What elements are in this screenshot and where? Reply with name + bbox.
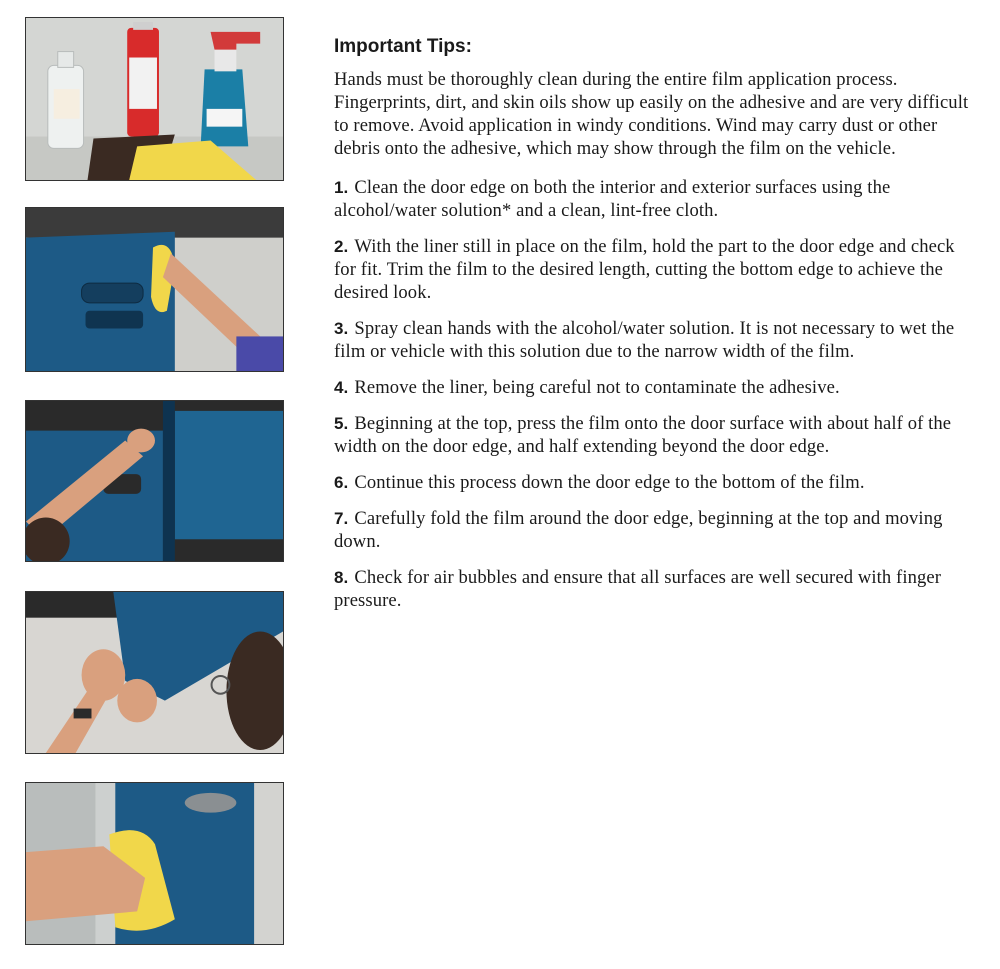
step-text: Beginning at the top, press the film onto the door surface with about half of the width on the door edge, and half extending beyond the door edge.: [334, 413, 952, 457]
step-4: [334, 376, 969, 399]
step-2: [334, 235, 969, 304]
step-text: Spray clean hands with the alcohol/water solution. It is not necessary to wet the film or vehicle with this solution due to the narrow width of the film.: [334, 318, 955, 362]
step-number: 8.: [334, 568, 349, 587]
step-5: [334, 412, 969, 458]
instructions-column: [334, 36, 969, 625]
photo-press-film: [25, 782, 284, 945]
step-text: Continue this process down the door edge to the bottom of the film.: [354, 472, 865, 493]
steps-list: [334, 176, 969, 612]
step-3: [334, 317, 969, 363]
step-text: Remove the liner, being careful not to contaminate the adhesive.: [354, 377, 840, 398]
photo-remove-liner: [25, 591, 284, 754]
step-number: 3.: [334, 319, 349, 338]
step-6: [334, 471, 969, 494]
step-text: Clean the door edge on both the interior and exterior surfaces using the alcohol/water solution* and a clean, lint-free cloth.: [334, 177, 891, 221]
step-text: Check for air bubbles and ensure that all surfaces are well secured with finger pressure.: [334, 567, 942, 611]
photo-fit-film: [25, 400, 284, 562]
photo-cleaning-supplies: [25, 17, 284, 181]
step-number: 5.: [334, 414, 349, 433]
step-number: 7.: [334, 509, 349, 528]
step-1: [334, 176, 969, 222]
step-text: With the liner still in place on the film, hold the part to the door edge and check for fit. Trim the film to the desired length, cutting the bottom edge to achieve the desired look.: [334, 236, 955, 303]
tips-title: Important Tips:: [334, 36, 472, 57]
photo-clean-door-edge: [25, 207, 284, 372]
step-text: Carefully fold the film around the door edge, beginning at the top and moving down.: [334, 508, 943, 552]
step-number: 2.: [334, 237, 349, 256]
step-7: [334, 507, 969, 553]
intro-paragraph: Hands must be thoroughly clean during the entire film application process. Fingerprints, dirt, and skin oils show up easily on the adhesive and are very difficult to remove. Avoid application in windy conditions. Wind may carry dust or other debris onto the adhesive, which may show through the film on the vehicle.: [334, 69, 969, 159]
step-number: 1.: [334, 178, 349, 197]
step-8: [334, 566, 969, 612]
step-number: 4.: [334, 378, 349, 397]
step-number: 6.: [334, 473, 349, 492]
